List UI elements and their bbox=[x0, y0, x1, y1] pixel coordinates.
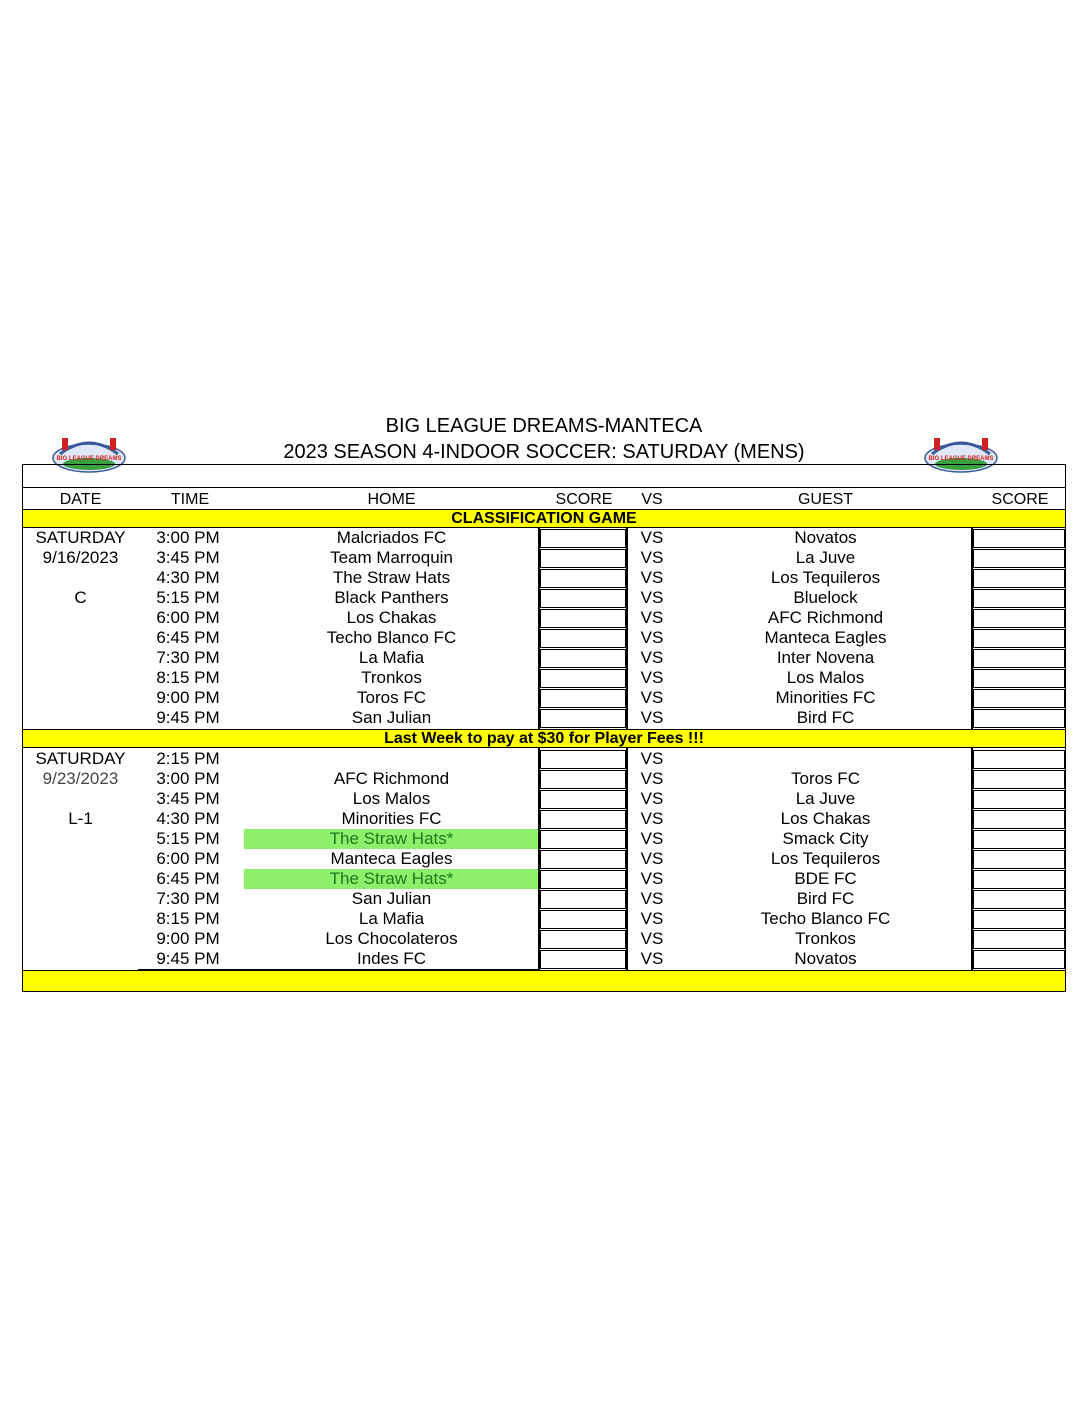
time-cell: 5:15 PM bbox=[156, 829, 220, 848]
home-score-input[interactable] bbox=[540, 589, 626, 608]
vs-cell: VS bbox=[640, 708, 664, 727]
home-score-input[interactable] bbox=[540, 890, 626, 909]
grid-line bbox=[138, 969, 538, 970]
guest-score-input[interactable] bbox=[973, 850, 1065, 869]
col-header-home-score: SCORE bbox=[555, 491, 613, 508]
home-team-cell-highlighted: The Straw Hats* bbox=[244, 869, 539, 889]
guest-team-cell: Novatos bbox=[794, 949, 857, 968]
home-score-input[interactable] bbox=[540, 910, 626, 929]
col-header-guest-score: SCORE bbox=[991, 491, 1049, 508]
guest-team-cell: La Juve bbox=[795, 548, 856, 567]
logo-lettering: BIG LEAGUE DREAMS bbox=[928, 456, 994, 462]
home-team-cell: Los Chocolateros bbox=[325, 929, 458, 948]
vs-cell: VS bbox=[640, 829, 664, 848]
home-team-cell: The Straw Hats bbox=[332, 568, 451, 587]
section-banner-classification: CLASSIFICATION GAME bbox=[23, 509, 1065, 528]
logo-lettering: BIG LEAGUE DREAMS bbox=[56, 456, 122, 462]
table-top-band bbox=[22, 464, 1066, 488]
vs-cell: VS bbox=[640, 668, 664, 687]
vs-cell: VS bbox=[640, 929, 664, 948]
home-score-input[interactable] bbox=[540, 669, 626, 688]
home-team-cell: Indes FC bbox=[357, 949, 426, 968]
vs-cell: VS bbox=[640, 688, 664, 707]
home-score-input[interactable] bbox=[540, 609, 626, 628]
guest-score-input[interactable] bbox=[973, 870, 1065, 889]
vs-cell: VS bbox=[640, 628, 664, 647]
time-cell: 6:45 PM bbox=[156, 869, 220, 888]
time-cell: 5:15 PM bbox=[156, 588, 220, 607]
vs-cell: VS bbox=[640, 648, 664, 667]
time-cell: 3:45 PM bbox=[156, 548, 220, 567]
guest-team-cell: Bluelock bbox=[793, 588, 858, 607]
guest-team-cell: Novatos bbox=[794, 528, 857, 547]
guest-score-input[interactable] bbox=[973, 569, 1065, 588]
page-subtitle: 2023 SEASON 4-INDOOR SOCCER: SATURDAY (MENS) bbox=[283, 441, 805, 463]
guest-score-input[interactable] bbox=[973, 589, 1065, 608]
home-team-cell: San Julian bbox=[351, 889, 432, 908]
time-cell: 8:15 PM bbox=[156, 909, 220, 928]
time-cell: 6:00 PM bbox=[156, 849, 220, 868]
vs-cell: VS bbox=[640, 548, 664, 567]
home-team-cell: Black Panthers bbox=[334, 588, 449, 607]
vs-cell: VS bbox=[640, 528, 664, 547]
home-score-input[interactable] bbox=[540, 950, 626, 969]
time-cell: 3:45 PM bbox=[156, 789, 220, 808]
home-score-input[interactable] bbox=[540, 790, 626, 809]
guest-score-input[interactable] bbox=[973, 830, 1065, 849]
vs-cell: VS bbox=[640, 789, 664, 808]
vs-cell: VS bbox=[640, 809, 664, 828]
guest-team-cell: Los Tequileros bbox=[770, 568, 881, 587]
guest-team-cell: La Juve bbox=[795, 789, 856, 808]
guest-team-cell: Inter Novena bbox=[776, 648, 875, 667]
guest-team-cell: Techo Blanco FC bbox=[760, 909, 891, 928]
guest-team-cell: Toros FC bbox=[791, 769, 860, 788]
date-cell: SATURDAY bbox=[35, 528, 126, 547]
time-cell: 3:00 PM bbox=[156, 528, 220, 547]
guest-team-cell: Bird FC bbox=[796, 889, 855, 908]
home-team-cell: Manteca Eagles bbox=[330, 849, 453, 868]
guest-score-input[interactable] bbox=[973, 790, 1065, 809]
home-score-input[interactable] bbox=[540, 549, 626, 568]
date-cell: 9/16/2023 bbox=[42, 548, 119, 567]
home-score-input[interactable] bbox=[540, 529, 626, 548]
time-cell: 6:45 PM bbox=[156, 628, 220, 647]
guest-team-cell: Bird FC bbox=[796, 708, 855, 727]
vs-cell: VS bbox=[640, 568, 664, 587]
grid-line bbox=[626, 528, 628, 729]
guest-team-cell: Minorities FC bbox=[775, 688, 876, 707]
home-team-cell: La Mafia bbox=[358, 648, 425, 667]
vs-cell: VS bbox=[640, 889, 664, 908]
vs-cell: VS bbox=[640, 869, 664, 888]
time-cell: 9:45 PM bbox=[156, 949, 220, 968]
guest-team-cell: Manteca Eagles bbox=[764, 628, 887, 647]
guest-team-cell: Los Malos bbox=[786, 668, 865, 687]
guest-score-input[interactable] bbox=[973, 910, 1065, 929]
guest-score-input[interactable] bbox=[973, 709, 1065, 728]
table-footer-band bbox=[23, 970, 1065, 991]
home-score-input[interactable] bbox=[540, 709, 626, 728]
vs-cell: VS bbox=[640, 909, 664, 928]
home-score-input[interactable] bbox=[540, 830, 626, 849]
time-cell: 9:00 PM bbox=[156, 688, 220, 707]
col-header-time: TIME bbox=[170, 491, 210, 508]
section-banner-player-fees: Last Week to pay at $30 for Player Fees !!! bbox=[23, 729, 1065, 748]
home-team-cell: Team Marroquin bbox=[330, 548, 453, 567]
date-cell: SATURDAY bbox=[35, 749, 126, 768]
home-score-input[interactable] bbox=[540, 569, 626, 588]
guest-team-cell: Tronkos bbox=[795, 929, 856, 948]
guest-score-input[interactable] bbox=[973, 549, 1065, 568]
home-team-cell: San Julian bbox=[351, 708, 432, 727]
guest-score-input[interactable] bbox=[973, 609, 1065, 628]
guest-score-input[interactable] bbox=[973, 669, 1065, 688]
guest-score-input[interactable] bbox=[973, 770, 1065, 789]
date-cell: 9/23/2023 bbox=[42, 769, 119, 788]
guest-team-cell: BDE FC bbox=[794, 869, 857, 888]
home-team-cell: Toros FC bbox=[357, 688, 426, 707]
time-cell: 3:00 PM bbox=[156, 769, 220, 788]
home-team-cell: Los Malos bbox=[352, 789, 431, 808]
time-cell: 2:15 PM bbox=[156, 749, 220, 768]
home-score-input[interactable] bbox=[540, 649, 626, 668]
division-cell: L-1 bbox=[68, 809, 93, 828]
home-score-input[interactable] bbox=[540, 930, 626, 949]
home-score-input[interactable] bbox=[540, 810, 626, 829]
page-title: BIG LEAGUE DREAMS-MANTECA bbox=[385, 415, 703, 437]
home-team-cell: AFC Richmond bbox=[333, 769, 450, 788]
guest-score-input[interactable] bbox=[973, 629, 1065, 648]
time-cell: 8:15 PM bbox=[156, 668, 220, 687]
time-cell: 4:30 PM bbox=[156, 809, 220, 828]
home-team-cell-highlighted: The Straw Hats* bbox=[244, 829, 539, 849]
vs-cell: VS bbox=[640, 749, 664, 768]
guest-score-input[interactable] bbox=[973, 529, 1065, 548]
time-cell: 4:30 PM bbox=[156, 568, 220, 587]
home-score-input[interactable] bbox=[540, 770, 626, 789]
guest-score-input[interactable] bbox=[973, 950, 1065, 969]
time-cell: 7:30 PM bbox=[156, 889, 220, 908]
division-cell: C bbox=[74, 588, 87, 607]
home-score-input[interactable] bbox=[540, 750, 626, 769]
guest-team-cell: Los Chakas bbox=[780, 809, 871, 828]
home-team-cell: La Mafia bbox=[358, 909, 425, 928]
home-team-cell: Malcriados FC bbox=[336, 528, 447, 547]
vs-cell: VS bbox=[640, 588, 664, 607]
guest-score-input[interactable] bbox=[973, 689, 1065, 708]
guest-team-cell: AFC Richmond bbox=[767, 608, 884, 627]
time-cell: 9:00 PM bbox=[156, 929, 220, 948]
home-team-cell: Los Chakas bbox=[346, 608, 437, 627]
col-header-vs: VS bbox=[641, 491, 663, 508]
col-header-date: DATE bbox=[59, 491, 102, 508]
grid-line bbox=[626, 748, 628, 970]
home-team-cell: Techo Blanco FC bbox=[326, 628, 457, 647]
guest-team-cell: Los Tequileros bbox=[770, 849, 881, 868]
col-header-guest: GUEST bbox=[797, 491, 854, 508]
home-score-input[interactable] bbox=[540, 689, 626, 708]
home-score-input[interactable] bbox=[540, 629, 626, 648]
col-header-home: HOME bbox=[367, 491, 416, 508]
guest-score-input[interactable] bbox=[973, 890, 1065, 909]
time-cell: 6:00 PM bbox=[156, 608, 220, 627]
guest-score-input[interactable] bbox=[973, 649, 1065, 668]
home-team-cell: Tronkos bbox=[361, 668, 422, 687]
guest-score-input[interactable] bbox=[973, 930, 1065, 949]
time-cell: 7:30 PM bbox=[156, 648, 220, 667]
home-score-input[interactable] bbox=[540, 870, 626, 889]
vs-cell: VS bbox=[640, 769, 664, 788]
home-team-cell: Minorities FC bbox=[341, 809, 442, 828]
guest-score-input[interactable] bbox=[973, 750, 1065, 769]
guest-score-input[interactable] bbox=[973, 810, 1065, 829]
home-score-input[interactable] bbox=[540, 850, 626, 869]
vs-cell: VS bbox=[640, 608, 664, 627]
time-cell: 9:45 PM bbox=[156, 708, 220, 727]
vs-cell: VS bbox=[640, 849, 664, 868]
guest-team-cell: Smack City bbox=[782, 829, 869, 848]
vs-cell: VS bbox=[640, 949, 664, 968]
